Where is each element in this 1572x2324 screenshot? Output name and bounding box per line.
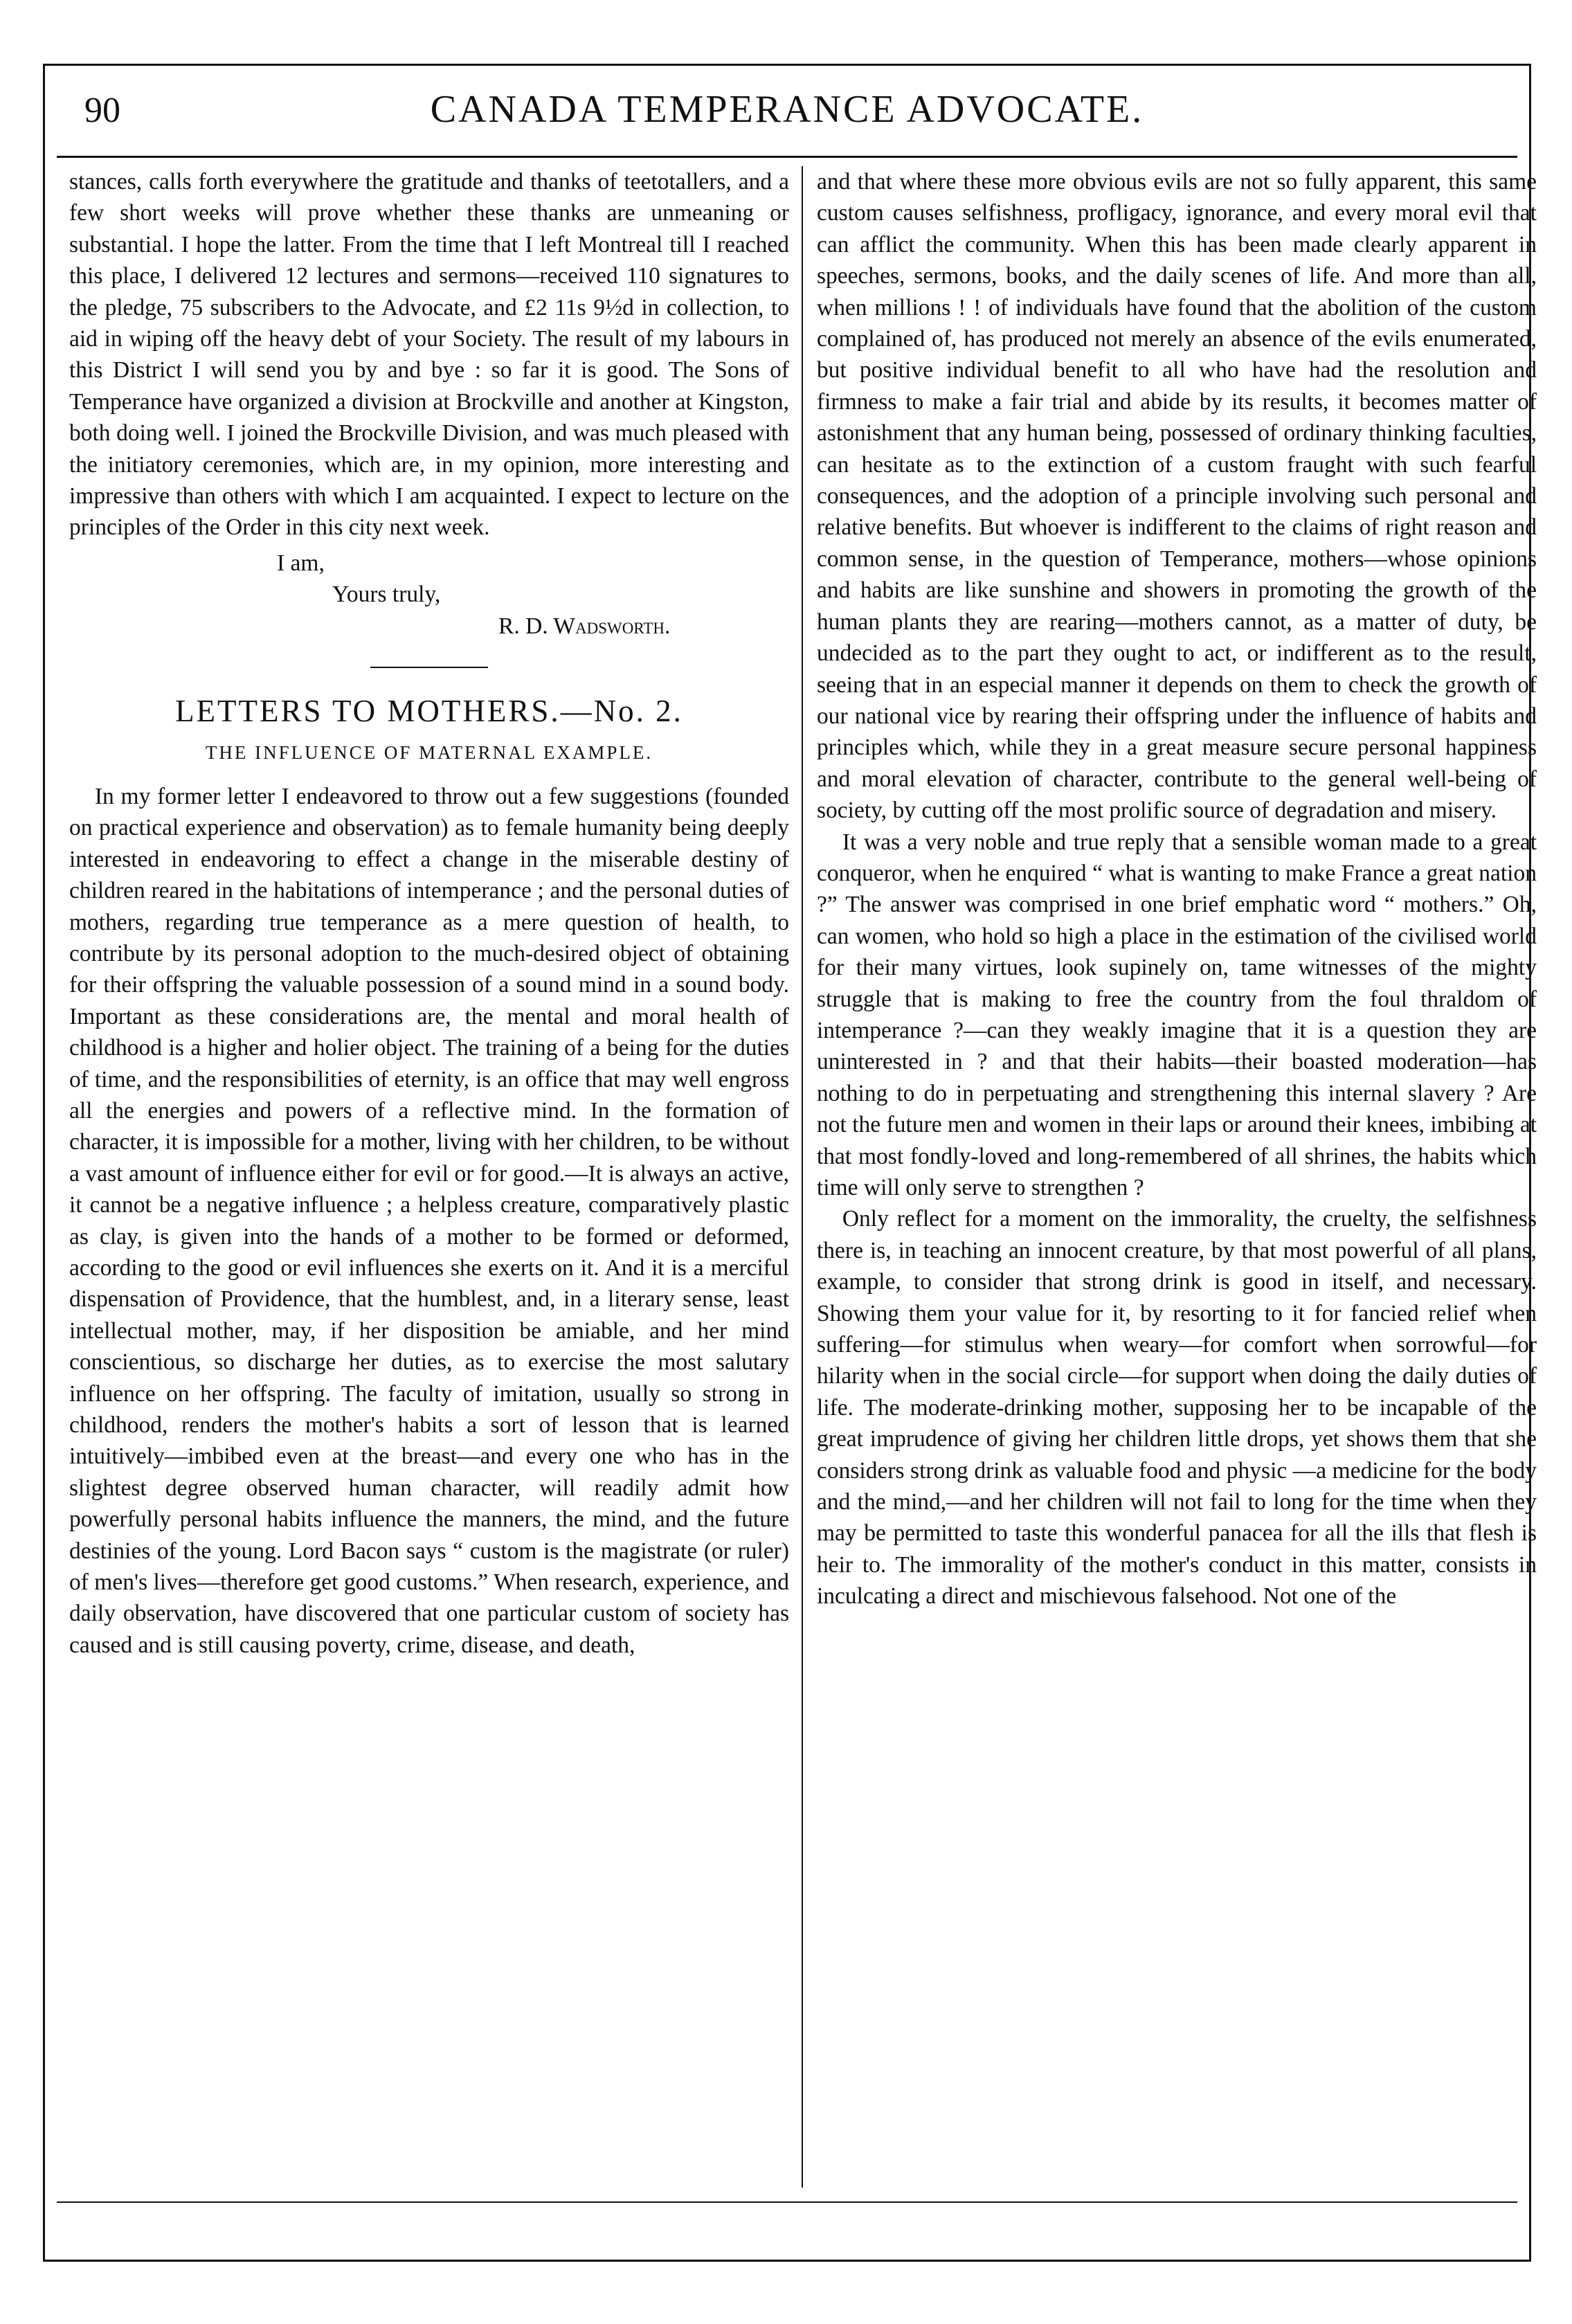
bottom-rule [57,2201,1517,2203]
section-separator [370,667,488,668]
article-subtitle: THE INFLUENCE OF MATERNAL EXAMPLE. [205,741,653,763]
right-column [817,166,1537,1612]
letter-signature [69,548,789,642]
column-divider [802,166,803,2188]
article-title: LETTERS TO MOTHERS.—No. 2. [175,694,683,729]
running-title: CANADA TEMPERANCE ADVOCATE. [430,88,1144,131]
article-paragraph: In my former letter I endeavored to throw out a few suggestions (founded on practical experience and observation) as to female humanity being deeply interested in endeavoring to effect a change in the miserable destiny of children reared in the habitations of intemperance ; and the personal duties of mothers, regarding true temperance as a mere question of health, to contribute by its personal adoption to the much-desired object of obtaining for their offspring the valuable possession of a sound mind in a sound body. Important as these considerations are, the mental and moral health of childhood is a higher and holier object. The training of a being for the duties of time, and the responsibilities of eternity, is an office that may well engross all the energies and powers of a reflective mind. In the formation of character, it is impossible for a mother, living with her children, to be without a vast amount of influence either for evil or for good.—It is always an active, it cannot be a negative influence ; a helpless creature, comparatively plastic as clay, is given into the hands of a mother to be formed or deformed, according to the good or evil influences she exerts on it. And it is a merciful dispensation of Providence, that the humblest, and, in a literary sense, least intellectual mother, may, if her disposition be amiable, and her mind conscientious, so discharge her duties, as to exercise the most salutary influence on her offspring. The faculty of imitation, usually so strong in childhood, renders the mother's habits a sort of lesson that is learned intuitively—imbibed even at the breast—and every one who has in the slightest degree observed human character, will readily admit how powerfully personal habits influence the manners, the mind, and the future destinies of the young. Lord Bacon says “ custom is the magistrate (or ruler) of men's lives—therefore get good customs.” When research, experience, and daily observation, have discovered that one particular custom of society has caused and is still causing poverty, crime, disease, and death, [69,783,789,1658]
article-paragraph: and that where these more obvious evils are not so fully apparent, this same custom causes selfishness, profligacy, ignorance, and every moral evil that can afflict the community. When this has been made clearly apparent in speeches, sermons, books, and the daily scenes of life. And more than all, when millions ! ! of individuals have found that the abolition of the custom complained of, has produced not merely an absence of the evils enumerated, but positive individual benefit to all who have had the resolution and firmness to make a fair trial and abide by its results, it becomes matter of astonishment that any human being, possessed of ordinary thinking faculties, can hesitate as to the extinction of a custom fraught with such fearful consequences, and the adoption of a principle involving such personal and relative benefits. But whoever is indifferent to the claims of right reason and common sense, in the question of Temperance, mothers—whose opinions and habits are like sunshine and showers in promoting the growth of the human plants they are rearing—mothers cannot, as a matter of duty, be undecided as to the part they ought to act, or indifferent as to the result, seeing that in an especial manner it depends on them to check the growth of our national vice by rearing their offspring under the influence of habits and principles which, while they in a great measure secure personal happiness and moral elevation of character, contribute to the general well-being of society, by cutting off the most prolific source of degradation and misery. [817,169,1537,824]
page-number: 90 [84,91,120,130]
left-column [69,166,789,1661]
article-paragraph: It was a very noble and true reply that a sensible woman made to a great conqueror, when he enquired “ what is wanting to make France a great nation ?” The answer was comprised in one brief emphatic word “ mothers.” Oh, can women, who hold so high a place in the estimation of the civilised world for their many virtues, look supinely on, tame witnesses of the mighty struggle that is making to free the country from the foul thraldom of intemperance ?—can they weakly imagine that it is a question they are uninterested in ? and that their habits—their boasted moderation—has nothing to do in perpetuating and strengthening this internal slavery ? Are not the future men and women in their laps or around their knees, imbibing at that most fondly-loved and long-remembered of all shrines, the habits which time will only serve to strengthen ? [817,829,1537,1200]
top-rule [57,156,1517,158]
signature-closing: Yours truly, [332,582,441,608]
article-paragraph: Only reflect for a moment on the immorality, the cruelty, the selfishness there is, in teaching an innocent creature, by that most powerful of all plans, example, to consider that strong drink is good in itself, and necessary. Showing them your value for it, by resorting to it for fancied relief when suffering—for stimulus when weary—for comfort when sorrowful—for hilarity when in the social circle—for support when doing the daily duties of life. The moderate-drinking mother, supposing her to be incapable of the great imprudence of giving her children little drops, yet shows them that she considers strong drink as valuable food and physic —a medicine for the body and the mind,—and her children will not fail to long for the time when they may be permitted to taste this wonderful panacea for all the ills that flesh is heir to. The immorality of the mother's conduct in this matter, consists in inculcating a direct and mischievous falsehood. Not one of the [817,1206,1537,1610]
letter-continuation-paragraph: stances, calls forth everywhere the gratitude and thanks of teetotallers, and a few short weeks will prove whether these thanks are unmeaning or substantial. I hope the latter. From the time that I left Montreal till I reached this place, I delivered 12 lectures and sermons—received 110 signatures to the pledge, 75 subscribers to the Advocate, and £2 11s 9½d in collection, to aid in wiping off the heavy debt of your Society. The result of my labours in this District I will send you by and bye : so far it is good. The Sons of Temperance have organized a division at Brockville and another at Kingston, both doing well. I joined the Brockville Division, and was much pleased with the initiatory ceremonies, which are, in my opinion, more interesting and impressive than others with which I am acquainted. I expect to lecture on the principles of the Order in this city next week. [69,169,789,541]
page-header [57,78,1517,154]
signature-name: R. D. Wadsworth. [498,613,671,639]
signature-salutation: I am, [277,550,325,576]
